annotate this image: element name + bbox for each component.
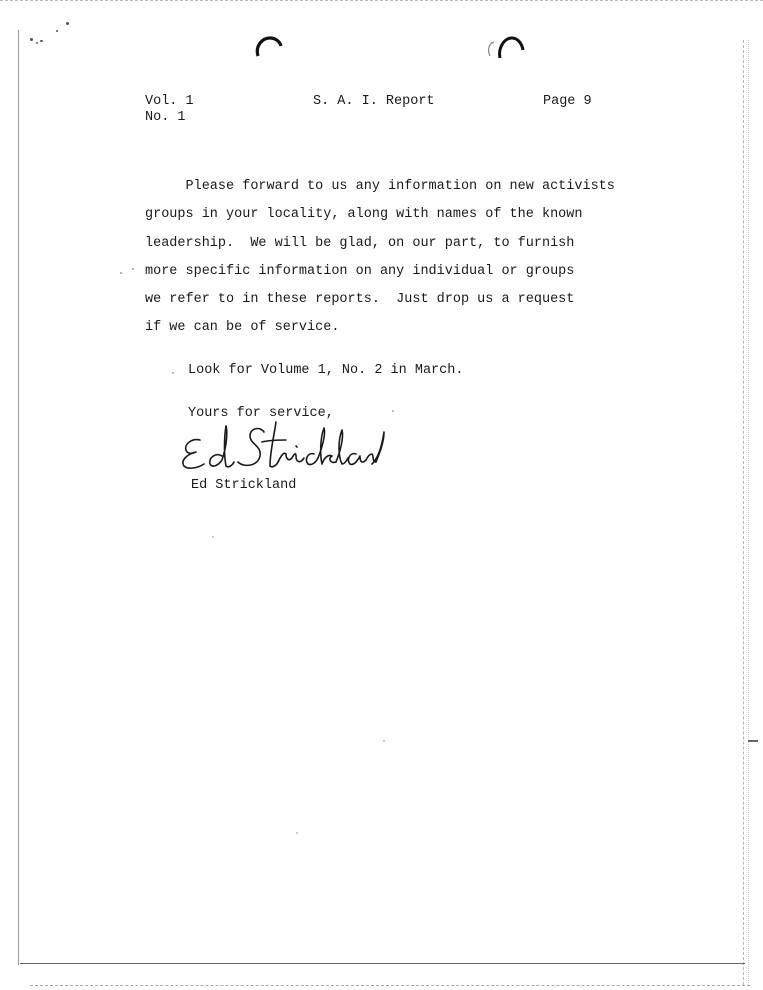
paragraph-line: more specific information on any individual or groups — [145, 263, 575, 279]
bottom-page-edge-shadow — [30, 985, 750, 986]
binder-hole-left-icon — [252, 34, 286, 64]
scan-speck — [296, 832, 298, 834]
scan-speck — [212, 536, 214, 538]
scan-speck — [132, 268, 134, 270]
body-paragraph — [145, 179, 665, 349]
paragraph-line: groups in your locality, along with names of the known — [145, 207, 583, 223]
scan-speck — [40, 40, 43, 42]
page-number: Page 9 — [543, 94, 592, 109]
scan-speck — [36, 42, 38, 44]
right-page-edge — [743, 40, 744, 985]
volume-label: Vol. 1 — [145, 94, 194, 109]
author-name: Ed Strickland — [191, 478, 297, 493]
scan-speck — [748, 740, 758, 742]
closing-line: Yours for service, — [188, 406, 334, 421]
scan-speck — [56, 30, 58, 32]
paragraph-line: we refer to in these reports. Just drop us a request — [145, 292, 575, 308]
scan-speck — [120, 272, 122, 274]
report-title: S. A. I. Report — [313, 94, 435, 109]
paragraph-line: leadership. We will be glad, on our part, to furnish — [145, 235, 575, 251]
binder-hole-right-icon — [482, 34, 530, 64]
bottom-page-edge — [20, 963, 745, 964]
right-page-edge-shadow — [748, 40, 749, 985]
scan-speck — [392, 410, 394, 412]
paragraph-line: Please forward to us any information on new activists — [145, 179, 615, 194]
scan-speck — [383, 740, 385, 742]
scan-speck — [66, 22, 69, 25]
number-label: No. 1 — [145, 110, 186, 125]
next-issue-note: Look for Volume 1, No. 2 in March. — [188, 363, 464, 378]
left-page-edge — [18, 30, 19, 965]
scan-speck — [30, 38, 33, 41]
top-page-edge — [0, 0, 763, 1]
paragraph-line: if we can be of service. — [145, 320, 340, 336]
scan-speck — [172, 372, 174, 374]
handwritten-signature — [178, 412, 388, 478]
